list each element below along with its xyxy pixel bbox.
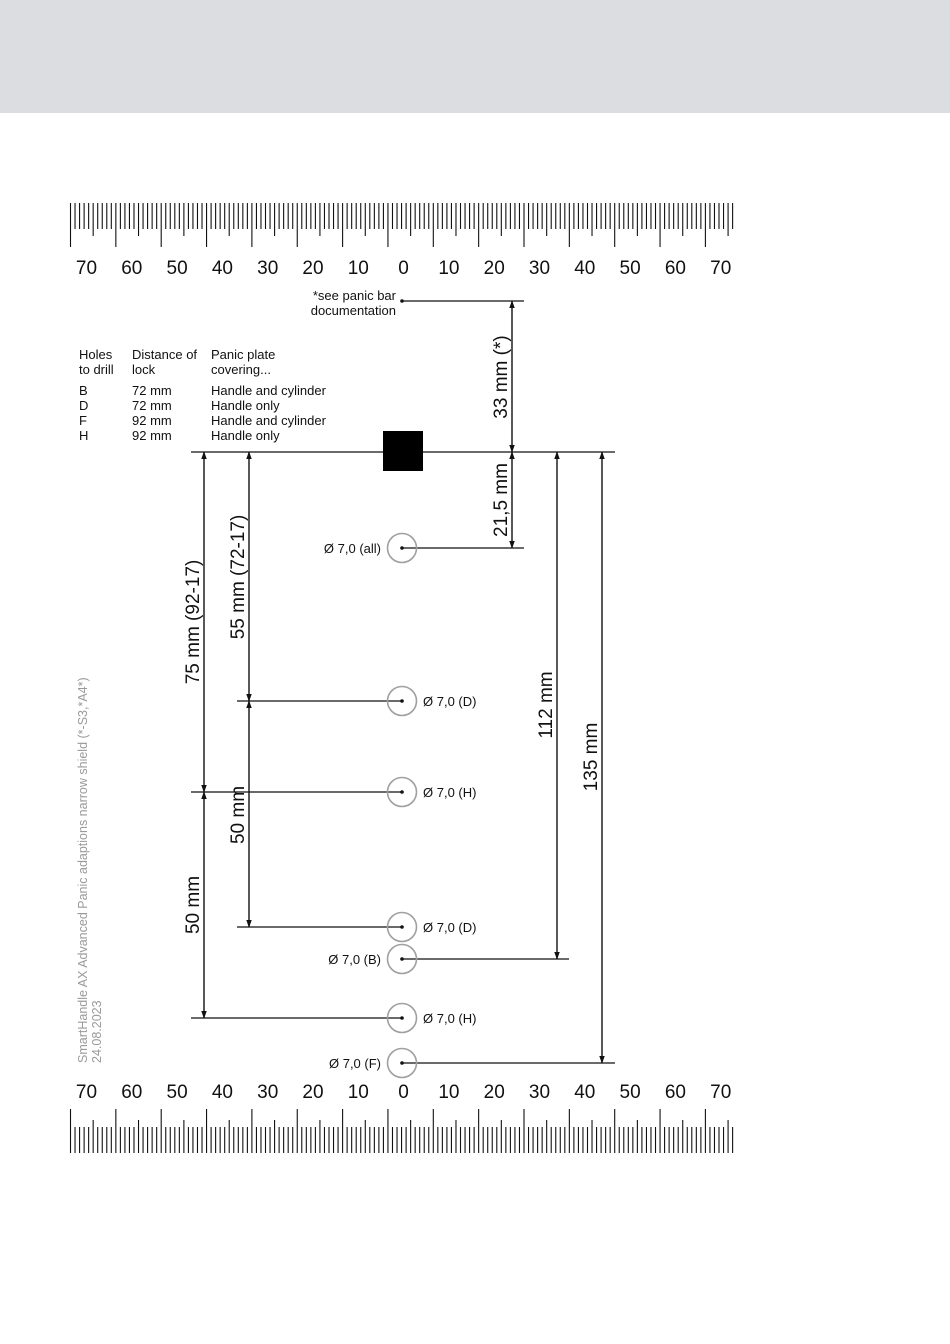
ruler-bottom [71, 1109, 733, 1153]
drill-holes [388, 534, 417, 1078]
scale-label-top: 30 [257, 258, 279, 279]
lock-square [383, 431, 423, 471]
scale-label-top: 10 [347, 258, 369, 279]
table-row-f-distance: 92 mm [132, 413, 172, 428]
dim-135mm: 135 mm [581, 722, 602, 792]
scale-label-top: 20 [483, 258, 505, 279]
scale-label-bottom: 60 [121, 1082, 143, 1103]
scale-label-bottom: 40 [574, 1082, 596, 1103]
dim-50mm-lower: 50 mm [183, 875, 204, 935]
scale-label-bottom: 40 [211, 1082, 233, 1103]
dim-21-5mm: 21,5 mm [491, 463, 512, 537]
side-document-title: SmartHandle AX Advanced Panic adaptions narrow shield (*-S3,*A4*) [76, 677, 90, 1063]
scale-label-top: 40 [211, 258, 233, 279]
scale-label-bottom: 70 [710, 1082, 732, 1103]
scale-label-bottom: 10 [347, 1082, 369, 1103]
table-row-d-covering: Handle only [211, 398, 280, 413]
table-row-b-covering: Handle and cylinder [211, 383, 326, 398]
scale-label-top: 10 [438, 258, 460, 279]
scale-label-bottom: 70 [75, 1082, 98, 1103]
note-line-1: *see panic bar [312, 288, 396, 303]
dim-75mm: 75 mm (92-17) [183, 559, 204, 685]
table-header-covering-1: Panic plate [211, 347, 276, 362]
table-row-h-distance: 92 mm [132, 428, 172, 443]
leader-lines [191, 548, 615, 1063]
dim-50mm-upper: 50 mm [228, 785, 249, 845]
table-header-holes-1: Holes [79, 347, 113, 362]
dim-33mm: 33 mm (*) [491, 335, 512, 419]
scale-label-top: 70 [710, 258, 732, 279]
hole-label-all: Ø 7,0 (all) [323, 541, 381, 556]
hole-label-h-lower: Ø 7,0 (H) [423, 1011, 477, 1026]
table-header-distance-2: lock [132, 362, 156, 377]
table-header-holes-2: to drill [79, 362, 114, 377]
scale-label-top: 60 [664, 258, 686, 279]
scale-label-top: 50 [619, 258, 641, 279]
hole-label-d-lower: Ø 7,0 (D) [423, 920, 477, 935]
side-document-date: 24.08.2023 [90, 1000, 104, 1063]
scale-label-bottom: 50 [619, 1082, 641, 1103]
scale-labels-bottom [76, 1082, 731, 1103]
ruler-top [71, 203, 733, 247]
table-row-h-hole: H [79, 428, 89, 443]
table-header-distance-1: Distance of [132, 347, 198, 362]
table-header-covering-2: covering... [211, 362, 271, 377]
hole-label-h-upper: Ø 7,0 (H) [423, 785, 477, 800]
scale-label-bottom: 60 [664, 1082, 686, 1103]
note-leader-dot [400, 299, 404, 303]
scale-label-bottom: 10 [438, 1082, 460, 1103]
table-row-d-distance: 72 mm [132, 398, 172, 413]
scale-label-bottom: 20 [483, 1082, 505, 1103]
scale-label-top: 0 [398, 258, 409, 279]
hole-label-b: Ø 7,0 (B) [328, 952, 381, 967]
holes-table [79, 347, 327, 443]
scale-labels-top [76, 258, 731, 279]
table-row-f-covering: Handle and cylinder [211, 413, 326, 428]
note-line-2: documentation [310, 303, 396, 318]
table-row-f-hole: F [79, 413, 87, 428]
table-row-b-distance: 72 mm [132, 383, 172, 398]
dim-55mm: 55 mm (72-17) [228, 514, 249, 640]
scale-label-bottom: 20 [302, 1082, 324, 1103]
table-row-b-hole: B [79, 383, 88, 398]
scale-label-top: 50 [166, 258, 188, 279]
scale-label-top: 60 [121, 258, 143, 279]
scale-label-bottom: 30 [257, 1082, 279, 1103]
scale-label-bottom: 30 [528, 1082, 551, 1103]
hole-label-f: Ø 7,0 (F) [328, 1056, 381, 1071]
table-row-h-covering: Handle only [211, 428, 280, 443]
scale-label-top: 30 [528, 258, 551, 279]
table-row-d-hole: D [79, 398, 89, 413]
scale-label-top: 20 [302, 258, 324, 279]
scale-label-top: 70 [75, 258, 98, 279]
hole-label-d-upper: Ø 7,0 (D) [423, 694, 477, 709]
scale-label-bottom: 0 [398, 1082, 409, 1103]
dim-112mm: 112 mm [536, 671, 557, 739]
scale-label-bottom: 50 [166, 1082, 188, 1103]
scale-label-top: 40 [574, 258, 596, 279]
